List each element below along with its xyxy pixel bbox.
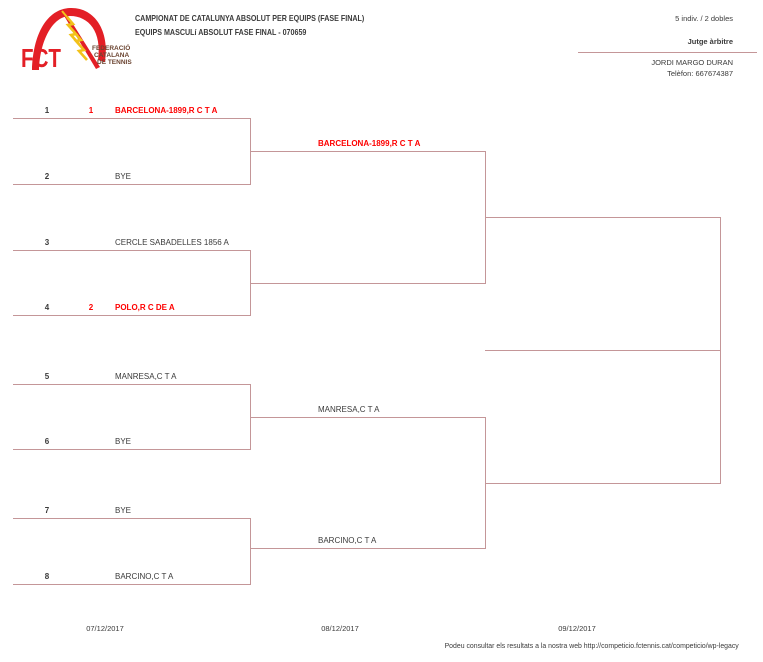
round-date: 07/12/2017 xyxy=(86,624,124,633)
team-name: POLO,R C DE A xyxy=(115,303,175,312)
bracket-line xyxy=(13,315,250,316)
team-name: MANRESA,C T A xyxy=(115,372,177,381)
logo-acronym: FCT xyxy=(21,43,62,73)
logo-org-line: DE TENNIS xyxy=(97,59,132,66)
seed-number: 2 xyxy=(88,303,94,312)
team-name: CERCLE SABADELLES 1856 A xyxy=(115,238,229,247)
bracket-line xyxy=(720,217,721,484)
tournament-subtitle: EQUIPS MASCULí ABSOLUT FASE FINAL - 070659 xyxy=(135,27,307,37)
bracket-line xyxy=(485,483,720,484)
seed-number: 1 xyxy=(88,106,94,115)
team-name: BARCELONA-1899,R C T A xyxy=(115,106,218,115)
draw-position: 1 xyxy=(44,106,50,115)
bracket-line xyxy=(13,184,250,185)
logo-org-line: CATALANA xyxy=(94,52,130,59)
title-block xyxy=(135,11,408,39)
draw-position: 2 xyxy=(44,172,50,181)
draw-position: 4 xyxy=(44,303,50,312)
draw-position: 7 xyxy=(44,506,50,515)
bracket-line xyxy=(13,449,250,450)
winner-name: BARCELONA-1899,R C T A xyxy=(318,139,421,148)
bracket-line xyxy=(250,548,485,549)
referee-divider-line xyxy=(578,52,757,53)
fct-logo xyxy=(20,4,150,76)
footer-note: Podeu consultar els resultats a la nostra web http://competicio.fctennis.cat/competicio/wp-legacy xyxy=(444,641,739,650)
bracket-line xyxy=(250,518,251,585)
bracket-line xyxy=(13,584,250,585)
team-name: BARCINO,C T A xyxy=(115,572,174,581)
team-name: BYE xyxy=(115,506,132,515)
winner-name: MANRESA,C T A xyxy=(318,405,380,414)
draw-position: 3 xyxy=(44,238,50,247)
round-date: 08/12/2017 xyxy=(321,624,359,633)
draw-position: 8 xyxy=(44,572,50,581)
bracket-line xyxy=(250,283,485,284)
winner-name: BARCINO,C T A xyxy=(318,536,377,545)
bracket-line xyxy=(485,217,720,218)
bracket-line xyxy=(13,518,250,519)
referee-name: JORDI MARGO DURAN xyxy=(651,58,733,67)
team-name: BYE xyxy=(115,172,132,181)
draw-position: 6 xyxy=(44,437,50,446)
team-name: BYE xyxy=(115,437,132,446)
bracket-line xyxy=(250,151,485,152)
referee-phone: Telèfon: 667674387 xyxy=(667,69,733,78)
logo-org-line: FEDERACIÓ xyxy=(92,45,131,52)
referee-label: Jutge àrbitre xyxy=(687,37,733,46)
bracket-line xyxy=(13,250,250,251)
bracket-line xyxy=(485,350,720,351)
bracket-line xyxy=(13,118,250,119)
match-format: 5 indiv. / 2 dobles xyxy=(675,14,733,23)
draw-position: 5 xyxy=(44,372,50,381)
tournament-title: CAMPIONAT DE CATALUNYA ABSOLUT PER EQUIPS (FASE FINAL) xyxy=(135,13,365,23)
bracket-line xyxy=(250,417,485,418)
round-date: 09/12/2017 xyxy=(558,624,596,633)
bracket-line xyxy=(13,384,250,385)
